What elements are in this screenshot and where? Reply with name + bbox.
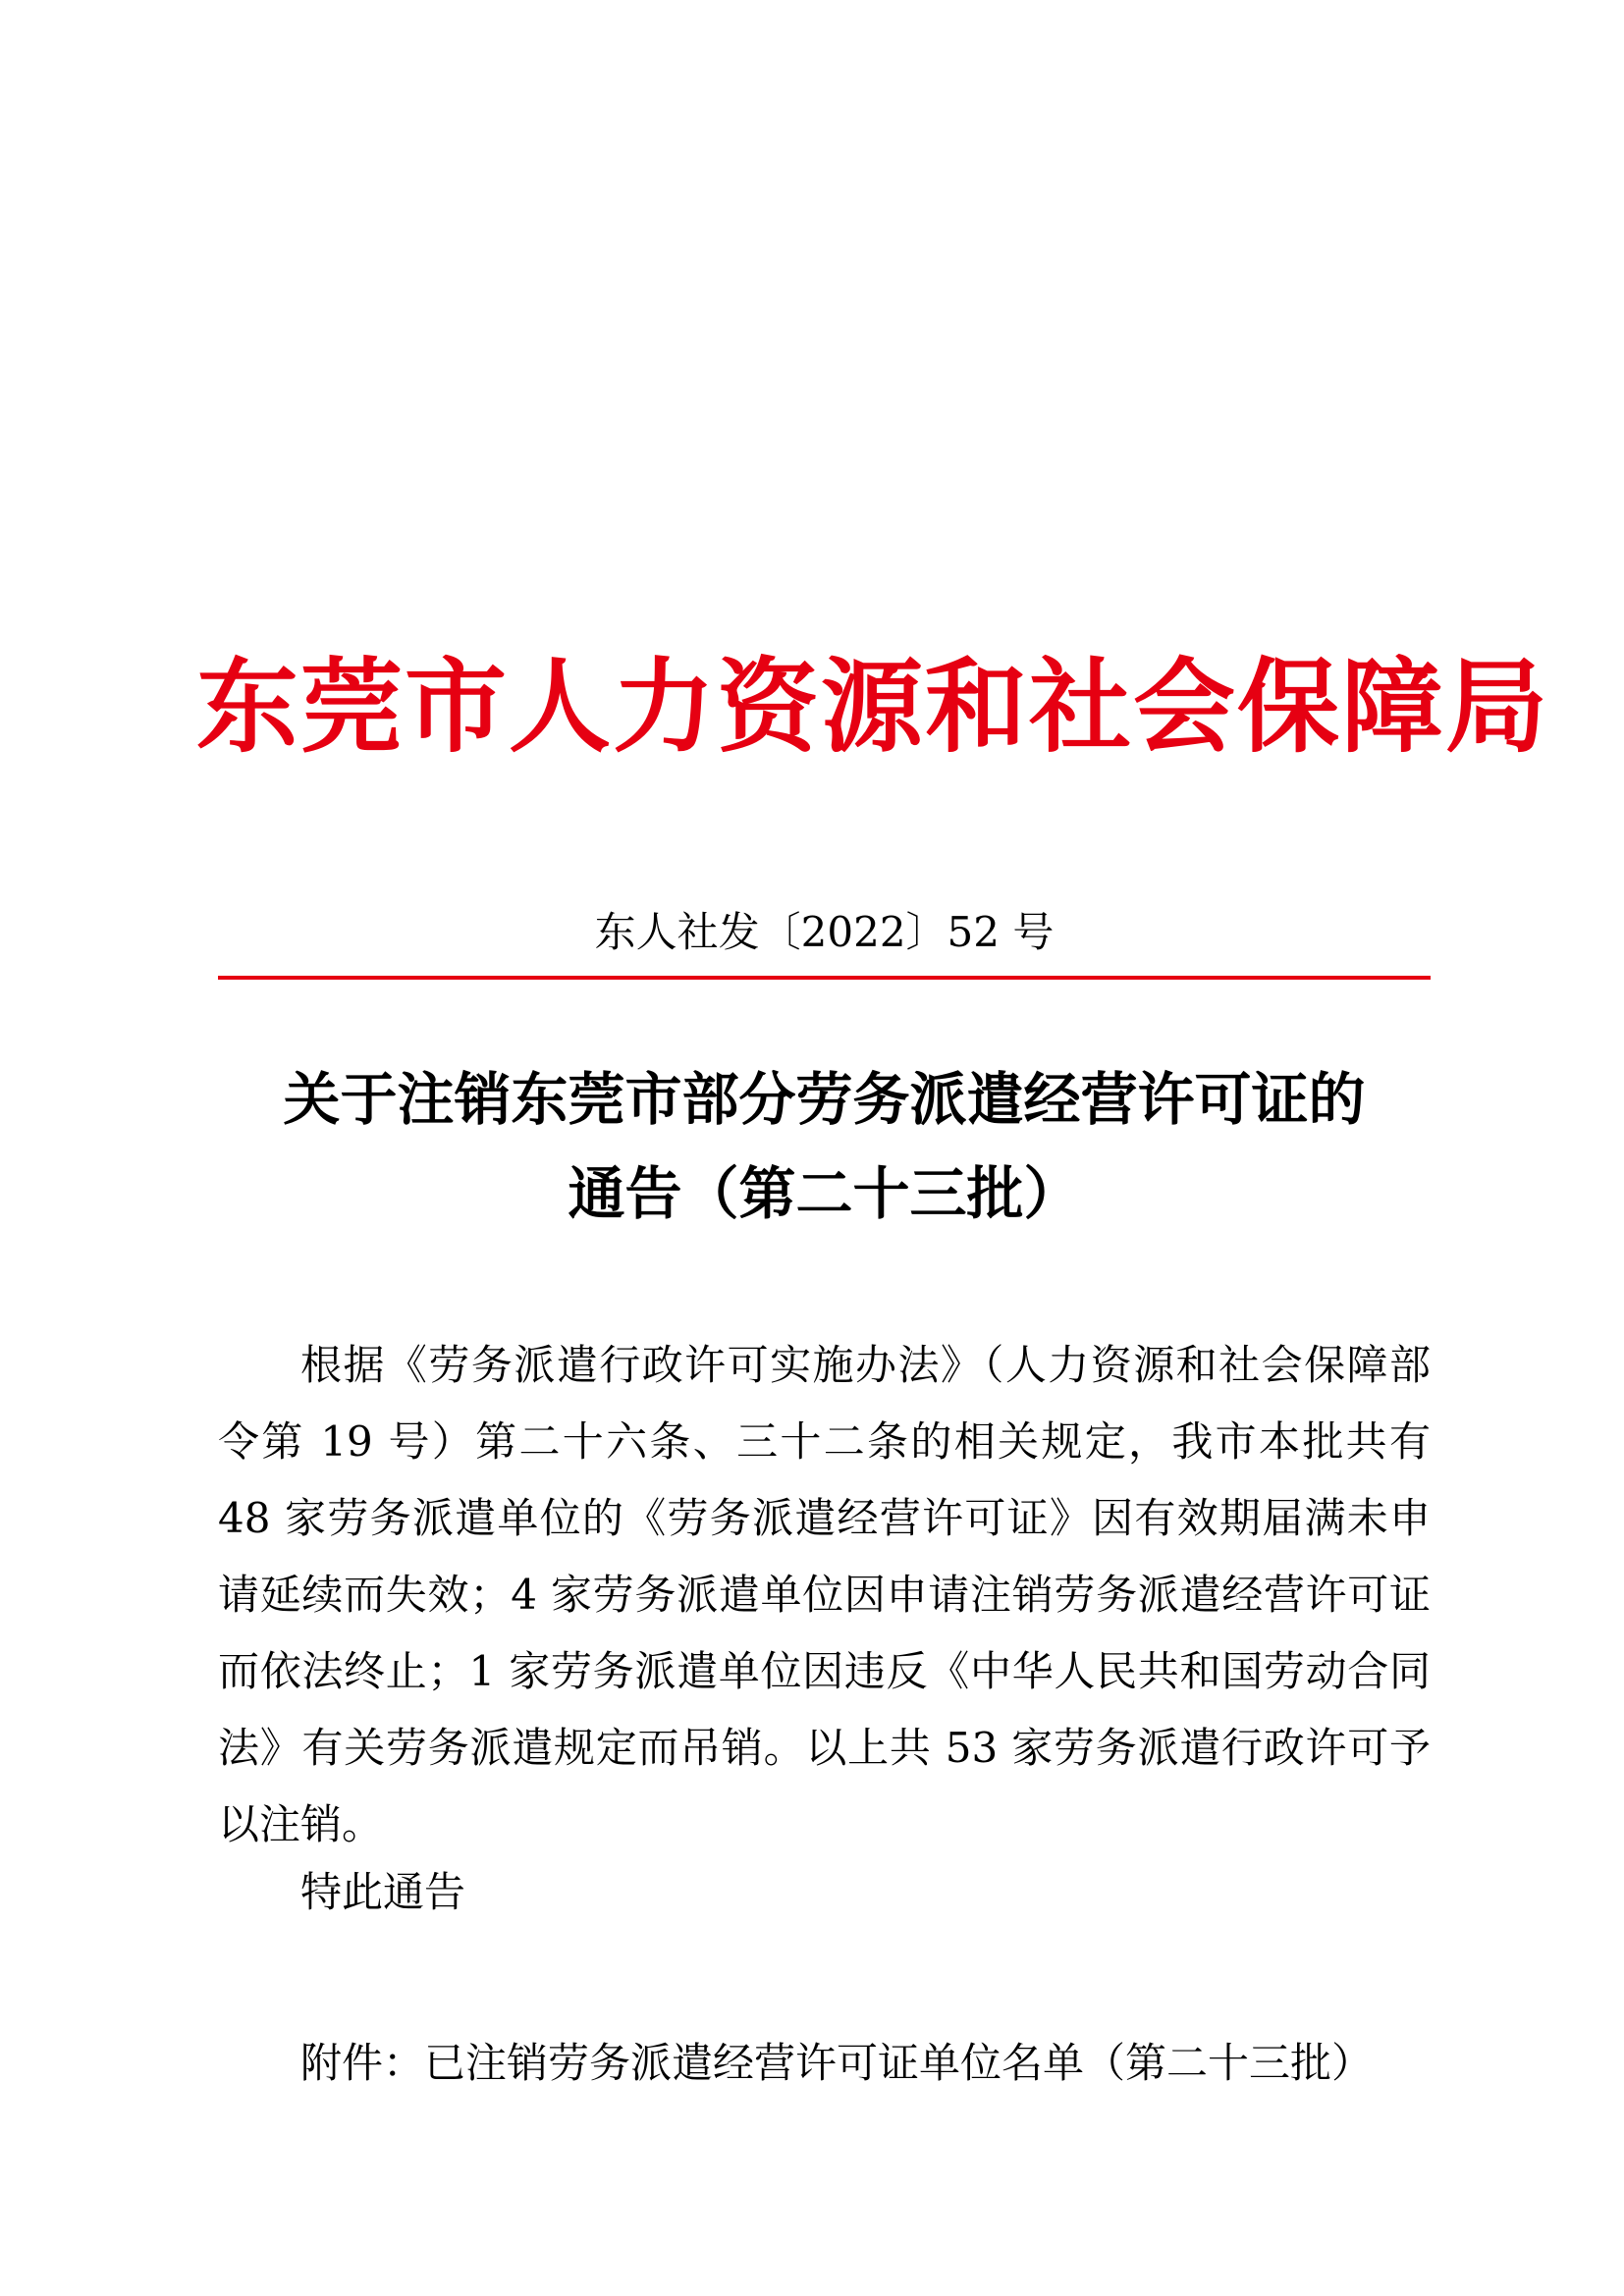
- notice-title-line-1: 关于注销东莞市部分劳务派遣经营许可证的: [283, 1066, 1366, 1133]
- issuer-header: 东莞市人力资源和社会保障局: [196, 646, 1550, 767]
- notice-body-paragraph: 根据《劳务派遣行政许可实施办法》（人力资源和社会保障部令第 19 号）第二十六条、三十二条的相关规定，我市本批共有 48 家劳务派遣单位的《劳务派遣经营许可证》因有效期届满未申请延续而失效；4 家劳务派遣单位因申请注销劳务派遣经营许可证而依法终止；1 家劳务派遣单位因违反《中华人民共和国劳动合同法》有关劳务派遣规定而吊销。以上共 53 家劳务派遣行政许可予以注销。: [218, 1341, 1431, 1848]
- closing-phrase: 特此通告: [300, 1868, 466, 1916]
- document-number: 东人社发〔2022〕52 号: [594, 908, 1055, 956]
- attachment-line: 附件：已注销劳务派遣经营许可证单位名单（第二十三批）: [300, 2039, 1374, 2087]
- red-divider-line: [218, 976, 1431, 980]
- notice-title-line-2: 通告（第二十三批）: [568, 1160, 1081, 1227]
